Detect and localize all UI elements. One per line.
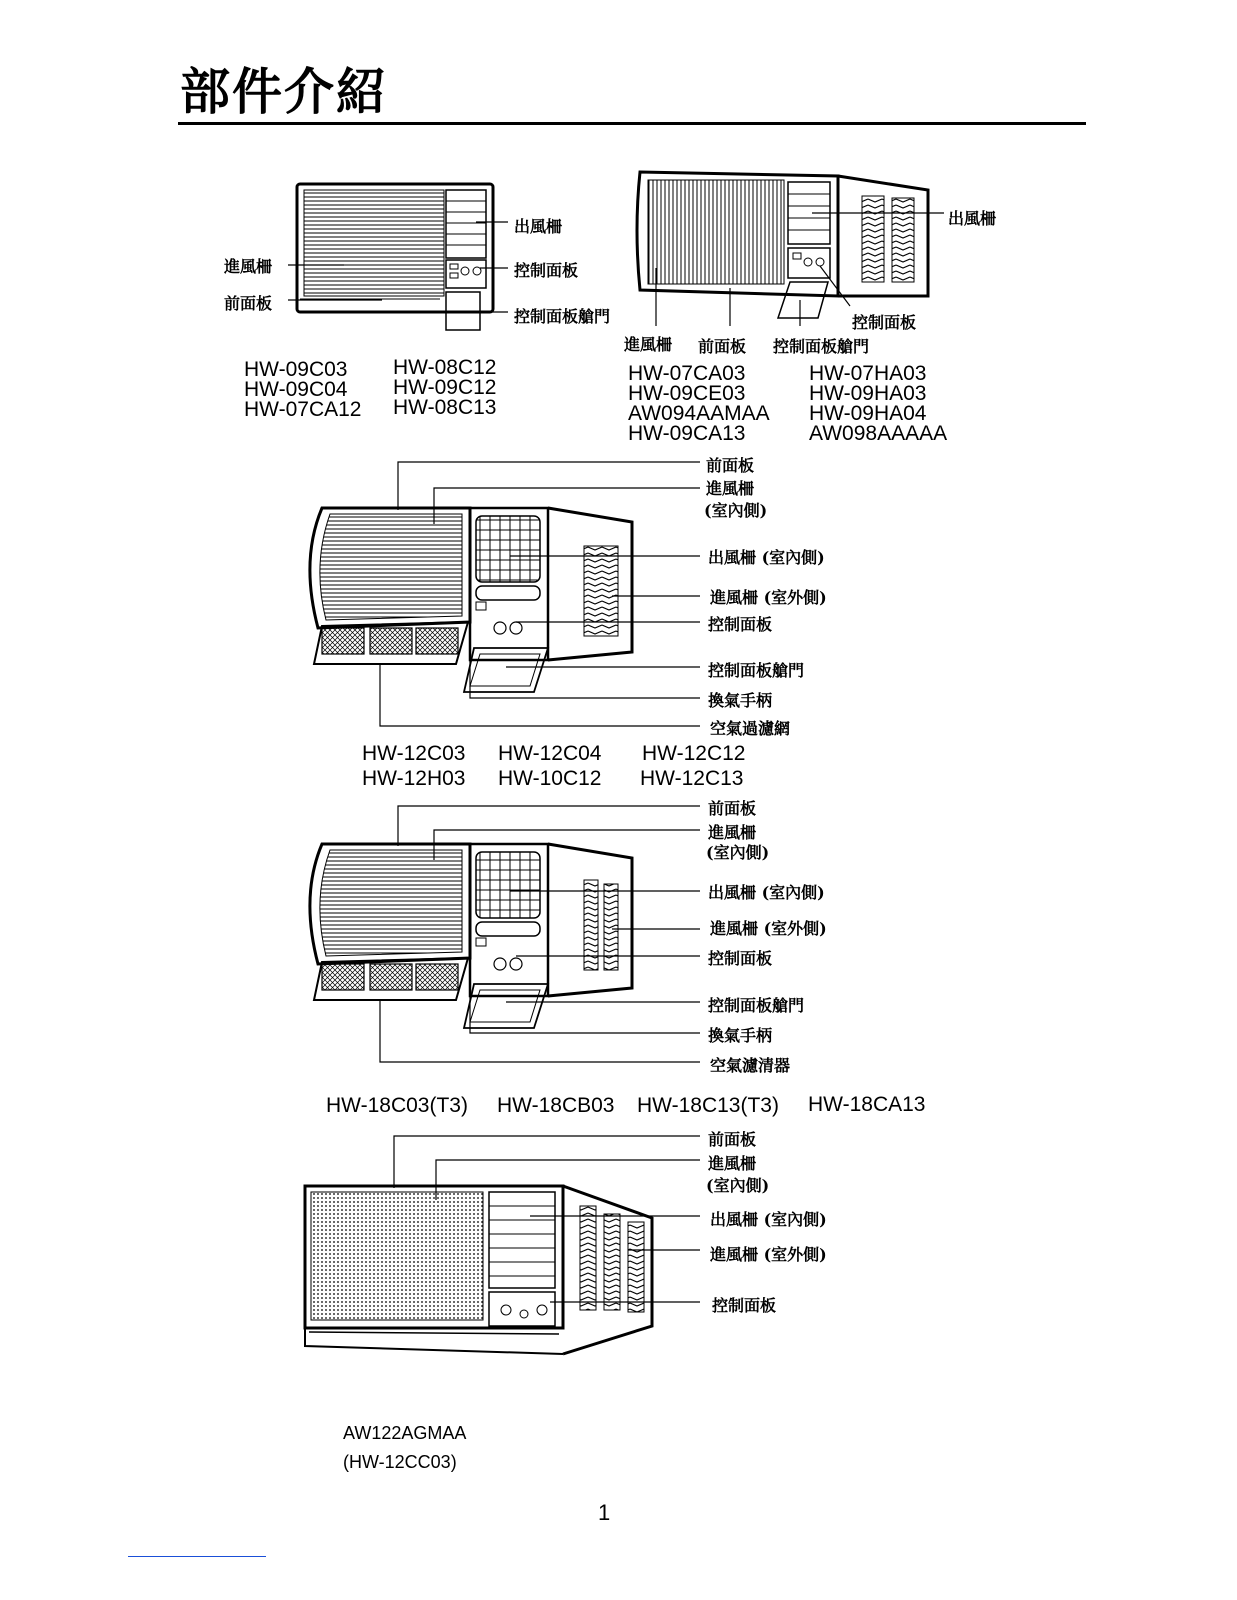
fig5-label-outlet-grille-indoor: 出風柵 (室內側): [710, 1210, 827, 1229]
fig3-model: HW-12C13: [640, 767, 744, 790]
fig5-model-line2: (HW-12CC03): [343, 1452, 457, 1472]
fig3-label-front-panel: 前面板: [706, 456, 755, 475]
fig4-model: HW-18CB03: [497, 1094, 615, 1117]
page-title: 部件介紹: [180, 62, 388, 121]
fig3-label-control-panel-door: 控制面板艙門: [708, 661, 805, 680]
fig5-label-control-panel: 控制面板: [712, 1296, 777, 1315]
model-name: HW-09CE03: [628, 382, 746, 405]
fig5-label-inlet-grille: 進風柵: [708, 1154, 757, 1173]
fig4-model: HW-18C13(T3): [637, 1094, 779, 1117]
fig5-unit: [305, 1186, 652, 1354]
fig5-label-front-panel: 前面板: [708, 1130, 757, 1149]
model-name: HW-07CA03: [628, 362, 746, 385]
fig3-model: HW-10C12: [498, 767, 602, 790]
fig2-unit: [637, 172, 928, 318]
fig4-label-inlet-grille-outdoor: 進風柵 (室外側): [710, 919, 827, 938]
model-name: HW-09CA13: [628, 422, 746, 445]
model-name: HW-09HA04: [809, 402, 927, 425]
fig3-label-inlet-grille: 進風柵: [706, 479, 755, 498]
fig4-label-air-cleaner: 空氣濾清器: [710, 1056, 791, 1075]
fig3-model: HW-12C04: [498, 742, 602, 765]
fig2-label-control-panel-door: 控制面板艙門: [773, 337, 870, 356]
fig1-label-front-panel: 前面板: [224, 294, 273, 313]
fig1-models-col2: [393, 358, 496, 418]
fig3-model: HW-12H03: [362, 767, 466, 790]
model-name: AW098AAAAA: [809, 422, 948, 445]
fig1-models-col1: [244, 360, 362, 420]
fig2-label-inlet-grille: 進風柵: [624, 335, 673, 354]
footer-link-underline: [128, 1556, 266, 1557]
fig3-label-air-filter: 空氣過濾網: [710, 719, 791, 738]
fig1-label-control-panel: 控制面板: [514, 261, 579, 280]
fig3-label-outlet-grille-indoor: 出風柵 (室內側): [708, 548, 825, 567]
fig4-label-control-panel: 控制面板: [708, 949, 773, 968]
fig4-label-front-panel: 前面板: [708, 799, 757, 818]
model-name: HW-07HA03: [809, 362, 927, 385]
fig2-label-control-panel: 控制面板: [852, 313, 917, 332]
model-name: HW-09HA03: [809, 382, 927, 405]
fig5-model-line1: AW122AGMAA: [343, 1423, 467, 1443]
model-name: HW-08C13: [393, 396, 497, 419]
page-number: 1: [598, 1500, 611, 1525]
fig4-label-vent-handle: 換氣手柄: [708, 1026, 773, 1045]
fig3-label-vent-handle: 換氣手柄: [708, 691, 773, 710]
model-name: HW-09C04: [244, 378, 348, 401]
fig3-model: HW-12C12: [642, 742, 746, 765]
fig1-label-inlet-grille: 進風柵: [224, 257, 273, 276]
fig4-model: HW-18C03(T3): [326, 1094, 468, 1117]
fig3-label-control-panel: 控制面板: [708, 615, 773, 634]
fig4-label-outlet-grille-indoor: 出風柵 (室內側): [708, 883, 825, 902]
model-name: HW-07CA12: [244, 398, 362, 421]
fig4-label-control-panel-door: 控制面板艙門: [708, 996, 805, 1015]
fig3-label-inlet-grille-outdoor: 進風柵 (室外側): [710, 588, 827, 607]
fig1-label-outlet-grille: 出風柵: [514, 217, 563, 236]
fig2-label-outlet-grille: 出風柵: [948, 209, 997, 228]
fig5-label-inlet-grille-outdoor: 進風柵 (室外側): [710, 1245, 827, 1264]
fig2-models-col1: [628, 364, 770, 444]
model-name: AW094AAMAA: [628, 402, 770, 425]
fig5-label-indoor: (室內側): [706, 1176, 770, 1195]
model-name: HW-08C12: [393, 356, 497, 379]
fig3-label-indoor: (室內側): [704, 501, 768, 520]
model-name: HW-09C12: [393, 376, 497, 399]
fig4-label-indoor: (室內側): [706, 843, 770, 862]
fig2-models-col2: [809, 364, 947, 444]
fig3-unit: [310, 508, 632, 692]
model-name: HW-09C03: [244, 358, 348, 381]
fig1-unit: [297, 184, 493, 330]
fig4-label-inlet-grille: 進風柵: [708, 823, 757, 842]
fig4-model: HW-18CA13: [808, 1093, 926, 1116]
fig2-label-front-panel: 前面板: [698, 337, 747, 356]
fig3-model: HW-12C03: [362, 742, 466, 765]
fig1-label-control-panel-door: 控制面板艙門: [514, 307, 611, 326]
fig4-unit: [310, 844, 632, 1028]
